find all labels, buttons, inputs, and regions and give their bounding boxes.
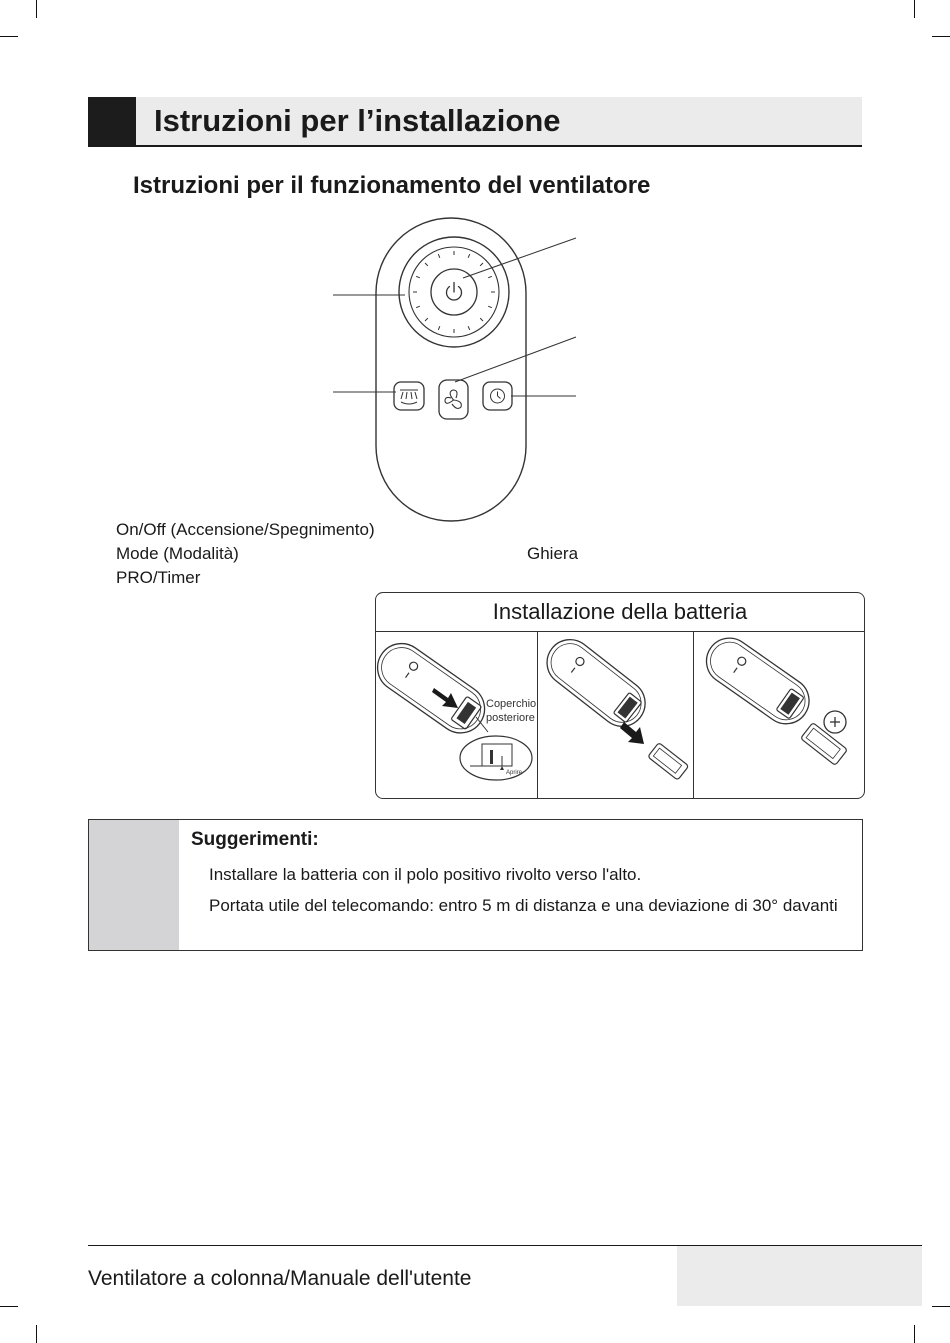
tips-sidebar (89, 820, 179, 950)
dial-tick (438, 254, 440, 258)
battery-step-3 (694, 632, 864, 798)
battery-step-2 (538, 632, 694, 798)
battery-title: Installazione della batteria (376, 593, 864, 632)
page-title: Istruzioni per l’installazione (154, 103, 561, 138)
battery-icon (824, 711, 846, 733)
battery-insert-illustration (694, 632, 864, 798)
tips-title: Suggerimenti: (191, 829, 319, 850)
remote-cover-removed-illustration (538, 632, 693, 798)
tip-item: Installare la batteria con il polo positivo rivolto verso l'alto. (209, 865, 642, 884)
legend-pro-timer: PRO/Timer (116, 568, 201, 587)
dial-tick (425, 318, 428, 321)
dial-tick (480, 263, 483, 266)
dial-tick (425, 263, 428, 266)
dial-tick (416, 276, 420, 278)
timer-icon (491, 389, 505, 403)
crop-mark (36, 1325, 37, 1343)
legend-mode: Mode (Modalità) (116, 544, 239, 563)
dial-tick (468, 326, 470, 330)
fan-icon (445, 390, 461, 408)
remote-illustration (0, 0, 950, 600)
crop-mark (932, 1306, 950, 1307)
arrow-icon (620, 722, 644, 744)
callout-lines (333, 238, 576, 396)
footer-text: Ventilatore a colonna/Manuale dell'utente (88, 1267, 472, 1290)
dial-tick (488, 276, 492, 278)
legend-dial: Ghiera (527, 544, 579, 563)
crop-mark (0, 1306, 18, 1307)
footer-page-box (677, 1246, 922, 1306)
back-cover-label: Coperchio posteriore (486, 698, 537, 724)
battery-step-1 (376, 632, 538, 798)
dial-tick (480, 318, 483, 321)
power-icon (447, 283, 462, 301)
button-legend (116, 518, 375, 590)
dial-tick (416, 306, 420, 308)
mode-button (394, 382, 424, 410)
open-label: Aprire (506, 770, 523, 776)
tip-item: Portata utile del telecomando: entro 5 m di distanza e una deviazione di 30° davanti (209, 896, 838, 915)
dial-tick (468, 254, 470, 258)
crop-mark (914, 1325, 915, 1343)
battery-installation-box (375, 592, 865, 799)
mode-icon (400, 390, 418, 404)
dial-tick (488, 306, 492, 308)
arrow-icon (432, 688, 458, 708)
section-title: Istruzioni per il funzionamento del ventilatore (133, 172, 651, 199)
legend-on-off: On/Off (Accensione/Spegnimento) (116, 520, 375, 539)
dial-tick (438, 326, 440, 330)
tips-box (88, 819, 863, 951)
